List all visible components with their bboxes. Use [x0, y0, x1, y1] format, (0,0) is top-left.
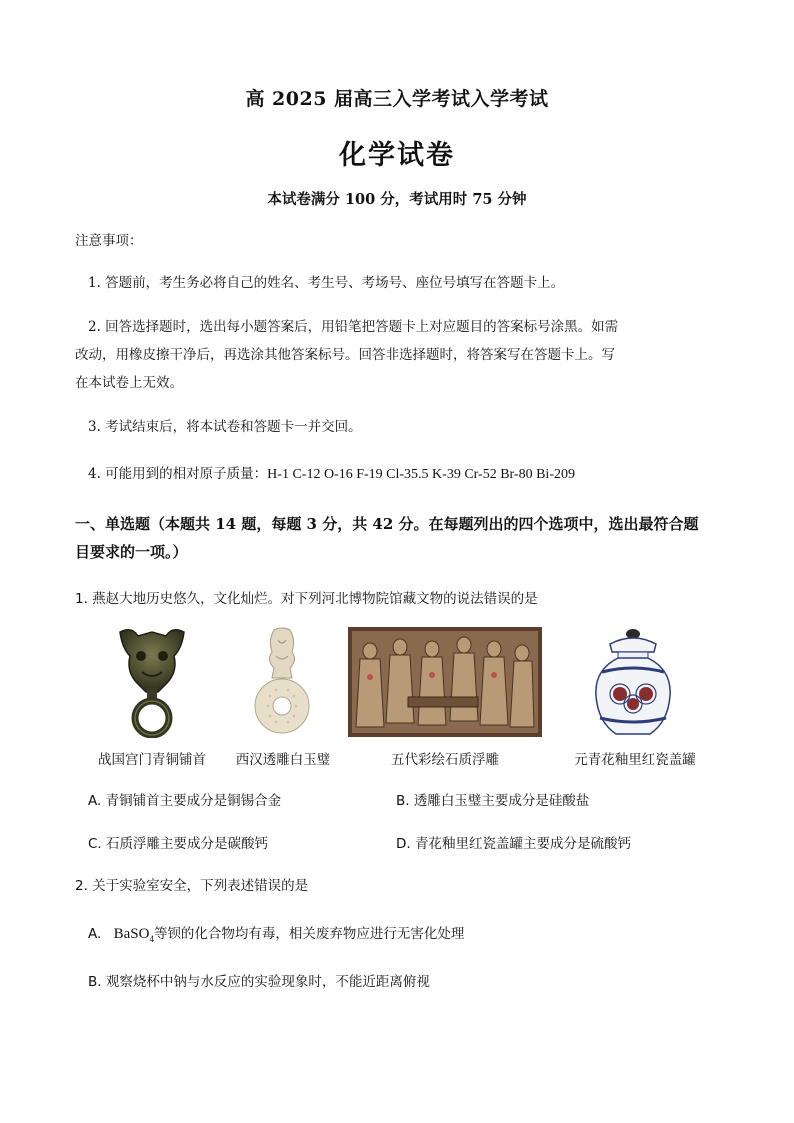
- note-item-4: [88, 464, 575, 485]
- q1-option-b[interactable]: B. 透雕白玉璧主要成分是硅酸盐: [396, 793, 590, 809]
- section-heading-line2: 目要求的一项。）: [75, 543, 188, 561]
- q2-option-a[interactable]: [88, 922, 464, 944]
- caption-stone-relief: 五代彩绘石质浮雕: [391, 752, 499, 768]
- q2-option-a-label: A.: [88, 926, 102, 942]
- q1-option-a[interactable]: A. 青铜铺首主要成分是铜锡合金: [88, 793, 282, 809]
- section-heading-line1: 一、单选题（本题共 14 题，每题 3 分，共 42 分。在每题列出的四个选项中，选出最符合题: [75, 515, 699, 533]
- note-item-3: 3. 考试结束后，将本试卷和答题卡一并交回。: [88, 419, 362, 435]
- bronze-knocker-image: [112, 626, 192, 738]
- baso4-formula: [114, 926, 154, 942]
- atomic-masses: H-1 C-12 O-16 F-19 Cl-35.5 K-39 Cr-52 Br-80 Bi-209: [267, 467, 575, 482]
- formula-main: BaSO: [113, 926, 150, 942]
- caption-jade-bi-disc: 西汉透雕白玉璧: [235, 752, 331, 768]
- notes-heading: 注意事项：: [75, 233, 143, 249]
- q1-option-c[interactable]: C. 石质浮雕主要成分是碳酸钙: [88, 836, 269, 852]
- formula-subscript: 4: [149, 934, 154, 944]
- porcelain-jar-image: [590, 626, 676, 738]
- question-2-stem: 2. 关于实验室安全，下列表述错误的是: [75, 878, 309, 894]
- exam-info: 本试卷满分 100 分，考试用时 75 分钟: [267, 191, 527, 208]
- exam-title: 高 2025 届高三入学考试入学考试: [245, 88, 549, 110]
- note-item-2-line3: 在本试卷上无效。: [75, 375, 183, 391]
- note-item-2-line2: 改动，用橡皮擦干净后，再选涂其他答案标号。回答非选择题时，将答案写在答题卡上。写: [75, 347, 615, 363]
- question-1-stem: 1. 燕赵大地历史悠久，文化灿烂。对下列河北博物院馆藏文物的说法错误的是: [75, 591, 538, 607]
- caption-bronze-knocker: 战国宫门青铜铺首: [98, 752, 206, 768]
- q2-option-a-text: 等钡的化合物均有毒，相关废弃物应进行无害化处理: [153, 926, 465, 942]
- note-item-2-line1: 2. 回答选择题时，选出每小题答案后，用铅笔把答题卡上对应题目的答案标号涂黑。如需: [88, 319, 619, 335]
- q1-option-d[interactable]: D. 青花釉里红瓷盖罐主要成分是硫酸钙: [396, 836, 631, 852]
- section-heading: [75, 510, 725, 566]
- subject-title: 化学试卷: [339, 140, 455, 171]
- stone-relief-image: [348, 627, 542, 737]
- jade-bi-disc-image: [252, 626, 312, 738]
- note-item-4-prefix: 4. 可能用到的相对原子质量：: [88, 466, 268, 482]
- note-item-1: 1. 答题前，考生务必将自己的姓名、考生号、考场号、座位号填写在答题卡上。: [88, 275, 565, 291]
- caption-porcelain-jar: 元青花釉里红瓷盖罐: [574, 752, 696, 768]
- q2-option-b[interactable]: B. 观察烧杯中钠与水反应的实验现象时，不能近距离俯视: [88, 974, 430, 990]
